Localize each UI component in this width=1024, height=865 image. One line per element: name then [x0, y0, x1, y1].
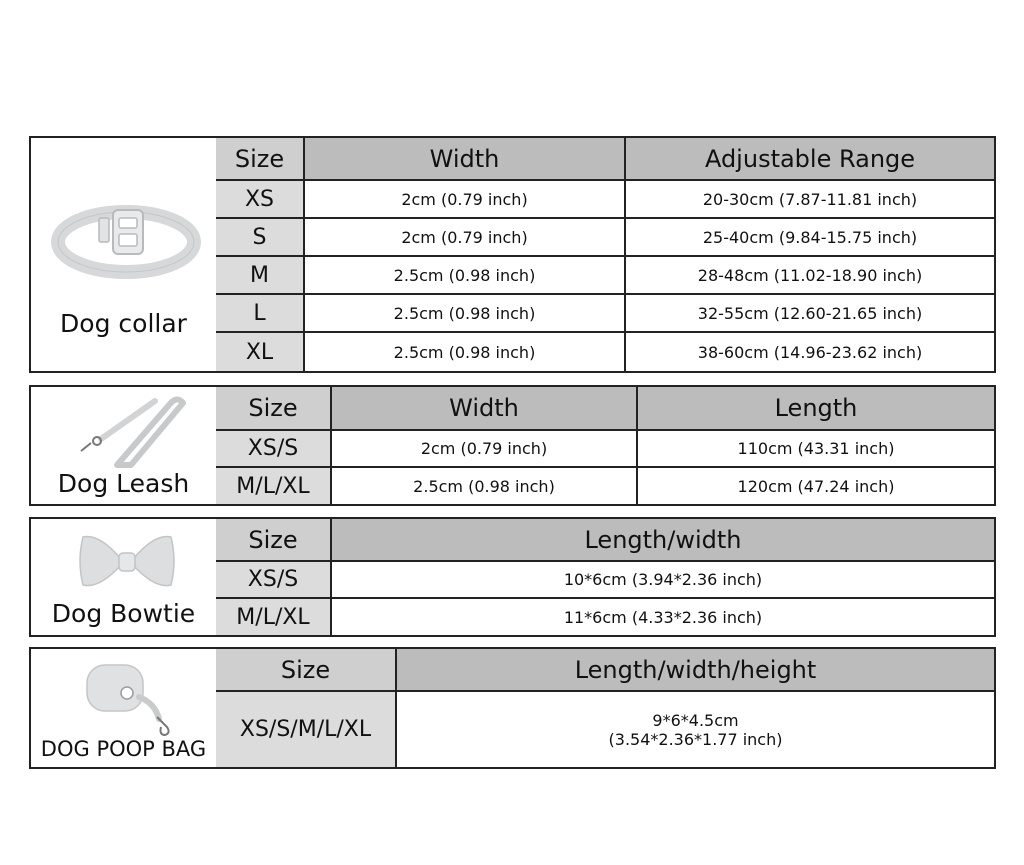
- poopbag-product-cell: [31, 649, 218, 767]
- length-width-height-header: Length/width/height: [396, 649, 994, 691]
- collar-product-name: Dog collar: [60, 309, 187, 338]
- size-cell: XL: [216, 332, 304, 371]
- size-header: Size: [216, 649, 396, 691]
- table-row: [216, 467, 994, 504]
- size-cell: XS/S/M/L/XL: [216, 691, 396, 767]
- range-cell: 20-30cm (7.87-11.81 inch): [625, 180, 994, 218]
- leash-product-cell: [31, 387, 218, 504]
- width-header: Width: [331, 387, 637, 430]
- size-cell: L: [216, 294, 304, 332]
- poop-bag-dispenser-icon: [81, 657, 181, 739]
- size-cell: M: [216, 256, 304, 294]
- bowtie-product-cell: [31, 519, 218, 635]
- width-cell: 2.5cm (0.98 inch): [304, 332, 625, 371]
- range-cell: 28-48cm (11.02-18.90 inch): [625, 256, 994, 294]
- size-cell: XS: [216, 180, 304, 218]
- size-cell: XS/S: [216, 430, 331, 467]
- table-row: [216, 332, 994, 371]
- bowtie-size-block: [29, 517, 996, 637]
- table-row: [216, 598, 994, 635]
- length-header: Length: [637, 387, 994, 430]
- width-cell: 2cm (0.79 inch): [304, 180, 625, 218]
- adjustable-range-header: Adjustable Range: [625, 138, 994, 180]
- table-row: [216, 430, 994, 467]
- dims-line-1: 9*6*4.5cm: [652, 710, 739, 730]
- collar-product-cell: [31, 138, 218, 371]
- width-cell: 2.5cm (0.98 inch): [331, 467, 637, 504]
- size-cell: S: [216, 218, 304, 256]
- poopbag-size-block: [29, 647, 996, 769]
- dog-collar-icon: [51, 200, 201, 280]
- leash-size-block: [29, 385, 996, 506]
- collar-size-block: [29, 136, 996, 373]
- dog-leash-icon: [69, 391, 189, 471]
- dog-bowtie-icon: [77, 529, 177, 595]
- size-cell: M/L/XL: [216, 467, 331, 504]
- bowtie-product-name: Dog Bowtie: [51, 599, 196, 628]
- table-row: [216, 691, 994, 767]
- width-cell: 2cm (0.79 inch): [331, 430, 637, 467]
- size-header: Size: [216, 138, 304, 180]
- leash-product-name: Dog Leash: [57, 469, 190, 498]
- width-cell: 2.5cm (0.98 inch): [304, 294, 625, 332]
- length-cell: 110cm (43.31 inch): [637, 430, 994, 467]
- bowtie-size-table: [216, 519, 994, 635]
- table-row: [216, 294, 994, 332]
- range-cell: 38-60cm (14.96-23.62 inch): [625, 332, 994, 371]
- collar-size-table: [216, 138, 994, 371]
- width-header: Width: [304, 138, 625, 180]
- leash-size-table: [216, 387, 994, 504]
- dims-cell: 11*6cm (4.33*2.36 inch): [331, 598, 994, 635]
- range-cell: 25-40cm (9.84-15.75 inch): [625, 218, 994, 256]
- dims-cell: 10*6cm (3.94*2.36 inch): [331, 561, 994, 598]
- table-row: [216, 180, 994, 218]
- table-row: [216, 218, 994, 256]
- width-cell: 2cm (0.79 inch): [304, 218, 625, 256]
- poopbag-product-name: DOG POOP BAG: [40, 737, 207, 761]
- length-cell: 120cm (47.24 inch): [637, 467, 994, 504]
- width-cell: 2.5cm (0.98 inch): [304, 256, 625, 294]
- table-row: [216, 561, 994, 598]
- dims-line-2: (3.54*2.36*1.77 inch): [608, 729, 783, 749]
- poopbag-size-table: [216, 649, 994, 767]
- size-header: Size: [216, 519, 331, 561]
- size-header: Size: [216, 387, 331, 430]
- size-cell: M/L/XL: [216, 598, 331, 635]
- length-width-header: Length/width: [331, 519, 994, 561]
- range-cell: 32-55cm (12.60-21.65 inch): [625, 294, 994, 332]
- dims-cell: [396, 691, 994, 767]
- size-cell: XS/S: [216, 561, 331, 598]
- table-row: [216, 256, 994, 294]
